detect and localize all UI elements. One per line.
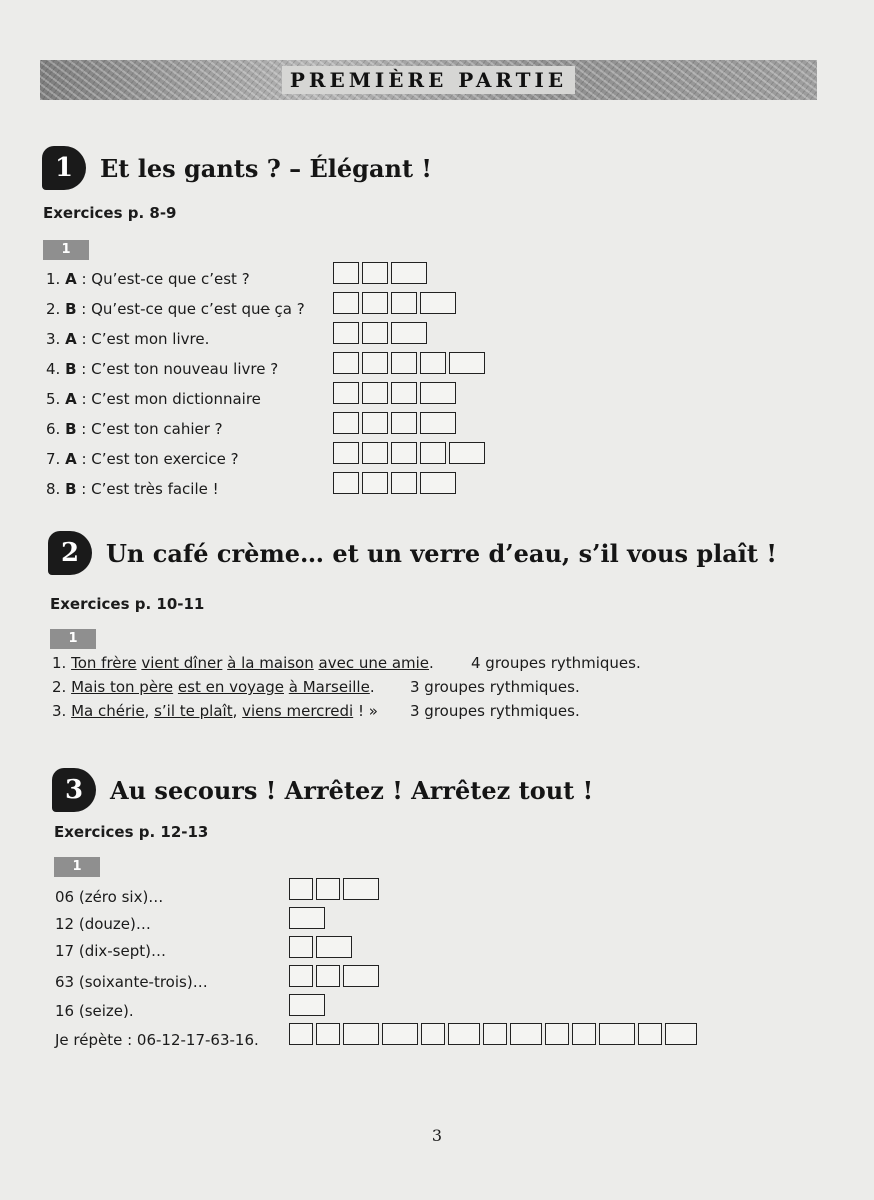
rhythm-line: 1. Ton frère vient dîner à la maison avec une amie. bbox=[52, 654, 434, 672]
syllable-boxes bbox=[333, 322, 430, 346]
syllable-box bbox=[391, 442, 417, 464]
number-line: Je répète : 06-12-17-63-16. bbox=[55, 1031, 259, 1049]
number-line: 17 (dix-sept)… bbox=[55, 942, 166, 960]
syllable-box bbox=[391, 412, 417, 434]
section-3-heading bbox=[52, 768, 593, 812]
rhythm-count: 3 groupes rythmiques. bbox=[410, 678, 580, 696]
syllable-box bbox=[362, 322, 388, 344]
syllable-boxes bbox=[333, 382, 459, 406]
rhythm-line: 2. Mais ton père est en voyage à Marseille. bbox=[52, 678, 375, 696]
syllable-boxes bbox=[333, 442, 488, 466]
syllable-boxes bbox=[289, 878, 382, 902]
part-banner bbox=[40, 60, 817, 100]
syllable-box bbox=[421, 1023, 445, 1045]
syllable-box bbox=[362, 262, 388, 284]
dialogue-line: 4. B : C’est ton nouveau livre ? bbox=[46, 360, 279, 378]
syllable-box bbox=[391, 382, 417, 404]
syllable-box bbox=[391, 472, 417, 494]
section-1-exercise-ref: Exercices p. 8-9 bbox=[43, 204, 177, 222]
syllable-box bbox=[449, 442, 485, 464]
section-2-exercise-ref: Exercices p. 10-11 bbox=[50, 595, 205, 613]
section-1-exercise-tag: 1 bbox=[43, 240, 89, 260]
dialogue-line: 2. B : Qu’est-ce que c’est que ça ? bbox=[46, 300, 305, 318]
syllable-box bbox=[343, 878, 379, 900]
syllable-boxes bbox=[333, 352, 488, 376]
syllable-box bbox=[343, 1023, 379, 1045]
syllable-box bbox=[316, 878, 340, 900]
syllable-box bbox=[449, 352, 485, 374]
syllable-box bbox=[362, 412, 388, 434]
syllable-box bbox=[316, 1023, 340, 1045]
syllable-box bbox=[333, 322, 359, 344]
syllable-box bbox=[391, 262, 427, 284]
syllable-box bbox=[420, 472, 456, 494]
section-1-number-badge: 1 bbox=[42, 146, 86, 190]
dialogue-line: 3. A : C’est mon livre. bbox=[46, 330, 210, 348]
section-2-title: Un café crème… et un verre d’eau, s’il vous plaît ! bbox=[106, 538, 777, 568]
syllable-box bbox=[362, 382, 388, 404]
syllable-box bbox=[382, 1023, 418, 1045]
syllable-boxes bbox=[289, 1023, 700, 1047]
syllable-box bbox=[289, 878, 313, 900]
syllable-box bbox=[483, 1023, 507, 1045]
syllable-box bbox=[333, 382, 359, 404]
rhythm-count: 4 groupes rythmiques. bbox=[471, 654, 641, 672]
page-number: 3 bbox=[431, 1126, 443, 1145]
syllable-box bbox=[391, 352, 417, 374]
syllable-boxes bbox=[333, 262, 430, 286]
syllable-box bbox=[572, 1023, 596, 1045]
section-2-exercise-tag: 1 bbox=[50, 629, 96, 649]
section-1-title: Et les gants ? – Élégant ! bbox=[100, 153, 432, 183]
syllable-box bbox=[289, 965, 313, 987]
section-3-number-badge: 3 bbox=[52, 768, 96, 812]
section-3-exercise-tag: 1 bbox=[54, 857, 100, 877]
syllable-boxes bbox=[333, 412, 459, 436]
syllable-box bbox=[289, 994, 325, 1016]
syllable-box bbox=[665, 1023, 697, 1045]
syllable-box bbox=[362, 292, 388, 314]
dialogue-line: 1. A : Qu’est-ce que c’est ? bbox=[46, 270, 250, 288]
syllable-boxes bbox=[333, 472, 459, 496]
syllable-box bbox=[420, 292, 456, 314]
syllable-box bbox=[638, 1023, 662, 1045]
syllable-box bbox=[420, 382, 456, 404]
rhythm-line: 3. Ma chérie, s’il te plaît, viens mercredi ! » bbox=[52, 702, 378, 720]
dialogue-line: 6. B : C’est ton cahier ? bbox=[46, 420, 223, 438]
syllable-box bbox=[362, 442, 388, 464]
syllable-box bbox=[316, 936, 352, 958]
syllable-box bbox=[333, 292, 359, 314]
syllable-box bbox=[420, 352, 446, 374]
number-line: 63 (soixante-trois)… bbox=[55, 973, 208, 991]
syllable-boxes bbox=[333, 292, 459, 316]
syllable-boxes bbox=[289, 994, 328, 1018]
syllable-box bbox=[420, 442, 446, 464]
syllable-box bbox=[316, 965, 340, 987]
dialogue-line: 5. A : C’est mon dictionnaire bbox=[46, 390, 261, 408]
dialogue-line: 8. B : C’est très facile ! bbox=[46, 480, 219, 498]
syllable-box bbox=[599, 1023, 635, 1045]
dialogue-line: 7. A : C’est ton exercice ? bbox=[46, 450, 239, 468]
syllable-box bbox=[333, 262, 359, 284]
section-3-title: Au secours ! Arrêtez ! Arrêtez tout ! bbox=[110, 775, 594, 805]
syllable-box bbox=[333, 442, 359, 464]
number-line: 16 (seize). bbox=[55, 1002, 134, 1020]
syllable-boxes bbox=[289, 936, 355, 960]
section-2-heading bbox=[48, 531, 777, 575]
syllable-box bbox=[333, 472, 359, 494]
syllable-box bbox=[448, 1023, 480, 1045]
syllable-box bbox=[362, 472, 388, 494]
part-banner-title: PREMIÈRE PARTIE bbox=[282, 66, 575, 94]
syllable-box bbox=[333, 352, 359, 374]
syllable-box bbox=[289, 1023, 313, 1045]
syllable-boxes bbox=[289, 907, 328, 931]
struck-letter: e bbox=[260, 300, 270, 318]
syllable-box bbox=[362, 352, 388, 374]
rhythm-count: 3 groupes rythmiques. bbox=[410, 702, 580, 720]
number-line: 12 (douze)… bbox=[55, 915, 151, 933]
syllable-boxes bbox=[289, 965, 382, 989]
syllable-box bbox=[289, 936, 313, 958]
section-1-heading bbox=[42, 146, 432, 190]
syllable-box bbox=[545, 1023, 569, 1045]
syllable-box bbox=[343, 965, 379, 987]
syllable-box bbox=[420, 412, 456, 434]
section-2-number-badge: 2 bbox=[48, 531, 92, 575]
syllable-box bbox=[510, 1023, 542, 1045]
syllable-box bbox=[289, 907, 325, 929]
syllable-box bbox=[333, 412, 359, 434]
number-line: 06 (zéro six)… bbox=[55, 888, 164, 906]
section-3-exercise-ref: Exercices p. 12-13 bbox=[54, 823, 209, 841]
syllable-box bbox=[391, 322, 427, 344]
syllable-box bbox=[391, 292, 417, 314]
